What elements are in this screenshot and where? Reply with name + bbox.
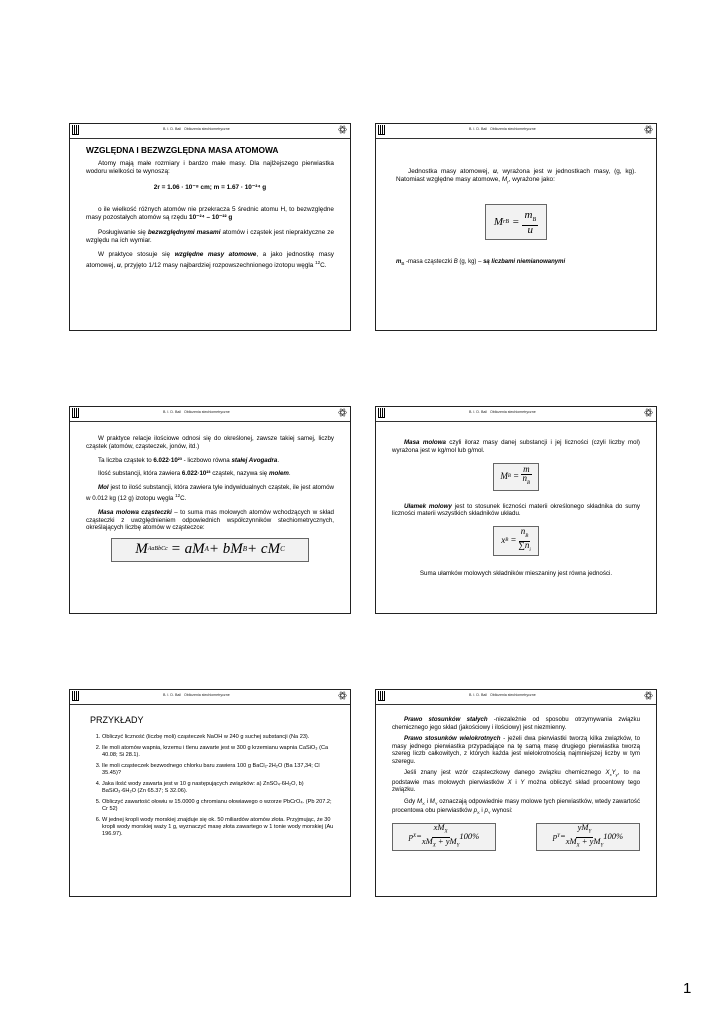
slide-title: WZGLĘDNA I BEZWZGLĘDNA MASA ATOMOWA xyxy=(86,145,279,155)
logo-icon xyxy=(72,408,79,417)
paragraph: Jednostka masy atomowej, u, wyrażona jest w jednostkach masy, (g, kg). Natomiast względne masy atomowe, $M_r$, wyrażone jako: xyxy=(396,168,636,185)
slide-header xyxy=(376,407,656,422)
slide-1 xyxy=(69,123,351,331)
atom-icon xyxy=(644,125,653,134)
paragraph: Mol jest to ilość substancji, która zawiera tyle indywidualnych cząstek, ile jest atomów w 0.012 kg (12 g) izotopu węgla $^{12}$C. xyxy=(86,484,334,503)
percent-formulas xyxy=(392,823,640,851)
examples-list xyxy=(86,734,334,838)
slide-header xyxy=(70,690,350,705)
header-text: B. I. D. Bail Obliczenia stechiometryczne xyxy=(469,127,536,131)
paragraph: Ilość substancji, która zawiera 6.022·10²³ cząstek, nazywa się molem. xyxy=(98,470,291,478)
list-item: 1. Obliczyć liczność (liczbę moli) cząsteczek NaOH w 240 g suchej substancji (Na 23). xyxy=(102,734,334,741)
header-text: B. I. D. Bail Obliczenia stechiometryczne xyxy=(163,127,230,131)
paragraph: Jeśli znany jest wzór cząsteczkowy danego związku chemicznego $X_xY_y$, to na podstawie mas molowych pierwiastków X i Y można obliczyć skład procentowy tego związku. xyxy=(392,769,640,794)
paragraph: Prawo stosunków stałych -niezależnie od sposobu otrzymywania związku chemicznego jego skład (jakościowy i ilościowy) jest niezmienny. xyxy=(392,716,640,731)
paragraph: Masa molowa cząsteczki – to suma mas molowych atomów wchodzących w skład cząsteczki z uwzględnieniem odpowiednich współczynników stechiometrycznych, określających liczbę atomów w cząsteczce: xyxy=(86,508,334,532)
atom-icon xyxy=(338,125,347,134)
paragraph: Suma ułamków molowych składników mieszaniny jest równa jedności. xyxy=(419,570,613,578)
paragraph: Masa molowa czyli iloraz masy danej substancji i jej liczności (czyli liczby mol) wyrażona jest w kg/mol lub g/mol. xyxy=(392,439,640,454)
paragraph: W praktyce relacje ilościowe odnosi się do określonej, zawsze takiej samej, liczby cząstek (atomów, cząsteczek, jonów, itd.) xyxy=(86,435,334,450)
logo-icon xyxy=(378,691,385,700)
atom-icon xyxy=(644,408,653,417)
paragraph: Prawo stosunków wielokrotnych - jeżeli dwa pierwiastki tworzą kilka związków, to masy jednego pierwiastka przypadające na tę samą masę drugiego pierwiastka tworzą szereg liczb całkowitych, z których każda jest wielokrotnością najmniejszej liczby w tym szeregu. xyxy=(392,735,640,765)
paragraph: W praktyce stosuje się względne masy atomowe, a jako jednostkę masy atomowej, u, przyjęto 1/12 masy najbardziej rozpowszechnionego izotopu węgla $^{12}$C. xyxy=(86,250,334,269)
header-text: B. I. D. Bail Obliczenia stechiometryczne xyxy=(469,693,536,697)
header-text: B. I. D. Bail Obliczenia stechiometryczne xyxy=(163,693,230,697)
formula-percent-x: p X = $\frac{xM_X}{xM_X + yM_Y}$ 100% xyxy=(392,823,496,851)
atom-icon xyxy=(338,691,347,700)
paragraph: o ile wielkość różnych atomów nie przekracza 5 średnic atomu H, to bezwzględne masy pozostałych atomów są rzędu 10⁻²⁴ – 10⁻²² g xyxy=(86,206,334,222)
slide-2 xyxy=(375,123,657,331)
paragraph: Ułamek molowy jest to stosunek liczności materii określonego składnika do sumy liczności materii wszystkich składników układu. xyxy=(392,502,640,518)
paragraph: Atomy mają małe rozmiary i bardzo małe masy. Dla najlżejszego pierwiastka wodoru wielkości te wynoszą: xyxy=(86,160,334,176)
header-text: B. I. D. Bail Obliczenia stechiometryczne xyxy=(469,410,536,414)
logo-icon xyxy=(378,408,385,417)
slide-6 xyxy=(375,689,657,897)
slide-header xyxy=(70,407,350,422)
header-text: B. I. D. Bail Obliczenia stechiometryczne xyxy=(163,410,230,414)
paragraph: Gdy $M_X$ i $M_Y$ oznaczają odpowiednie masy molowe tych pierwiastków, wtedy zawartość procentowa obu pierwiastków $p_X$ i $p_Y$ wynosi: xyxy=(392,797,640,816)
list-item: 2. Ile moli atomów wapnia, krzemu i tlenu zawarte jest w 300 g krzemianu wapnia CaSiO₃ (Ca 40.08; Si 28.1). xyxy=(102,745,334,759)
slide-header xyxy=(376,690,656,705)
atom-icon xyxy=(338,408,347,417)
formula-molar-mass: M AaBbCc = aM A + bM B + cM C xyxy=(111,538,309,562)
slide-header xyxy=(70,124,350,139)
paragraph: $m_B$ -masa cząsteczki B (g, kg) – są liczbami niemianowanymi xyxy=(396,259,566,267)
paragraph: Ta liczba cząstek to 6.022·10²³ - liczbowo równa stałej Avogadra. xyxy=(98,456,280,464)
list-item: 5. Obliczyć zawartość ołowiu w 15.0000 g chromianu ołowiawego o wzorze PbCrO₄. (Pb 207.2; Cr 52) xyxy=(102,799,334,813)
formula-molar-mass-ratio: M B = $\frac{m}{n_B}$ xyxy=(493,463,539,491)
slide-3 xyxy=(69,406,351,614)
formula-relative-mass: M rB = $\frac{m_B}{u}$ xyxy=(485,204,547,240)
list-item: 3. Ile moli cząsteczek bezwodnego chlorku baru zawiera 100 g BaCl₂·2H₂O (Ba 137,34; Cl 35.45)? xyxy=(102,763,334,777)
slide-4 xyxy=(375,406,657,614)
list-item: 4. Jaka ilość wody zawarta jest w 10 g następujących związków: a) ZnSO₄·6H₂O, b) BaSiO₃·6H₂O (Zn 65.37; S 32.06). xyxy=(102,781,334,795)
logo-icon xyxy=(72,125,79,134)
formula-mole-fraction: x B = $\frac{n_B}{\sum n_i}$ xyxy=(493,526,539,556)
logo-icon xyxy=(378,125,385,134)
page-number: 1 xyxy=(683,980,692,997)
formula: 2r = 1.06 · 10⁻⁸ cm; m = 1.67 · 10⁻²⁴ g xyxy=(153,184,267,192)
paragraph: Posługiwanie się bezwzględnymi masami atomów i cząstek jest niepraktyczne ze względu na ich wymiar. xyxy=(86,228,334,244)
list-item: 6. W jednej kropli wody morskiej znajduje się ok. 50 miliardów atomów złota. Przyjmując, że 30 kropli wody morskiej waży 1 g, wyznaczyć masę złota zawartego w 1 tonie wody morskiej (Au 196.97). xyxy=(102,817,334,838)
atom-icon xyxy=(644,691,653,700)
slide-header xyxy=(376,124,656,139)
logo-icon xyxy=(72,691,79,700)
slide-5 xyxy=(69,689,351,897)
slide-title: PRZYKŁADY xyxy=(90,715,144,725)
formula-percent-y: p Y = $\frac{yM_Y}{xM_X + yM_Y}$ 100% xyxy=(536,823,640,851)
